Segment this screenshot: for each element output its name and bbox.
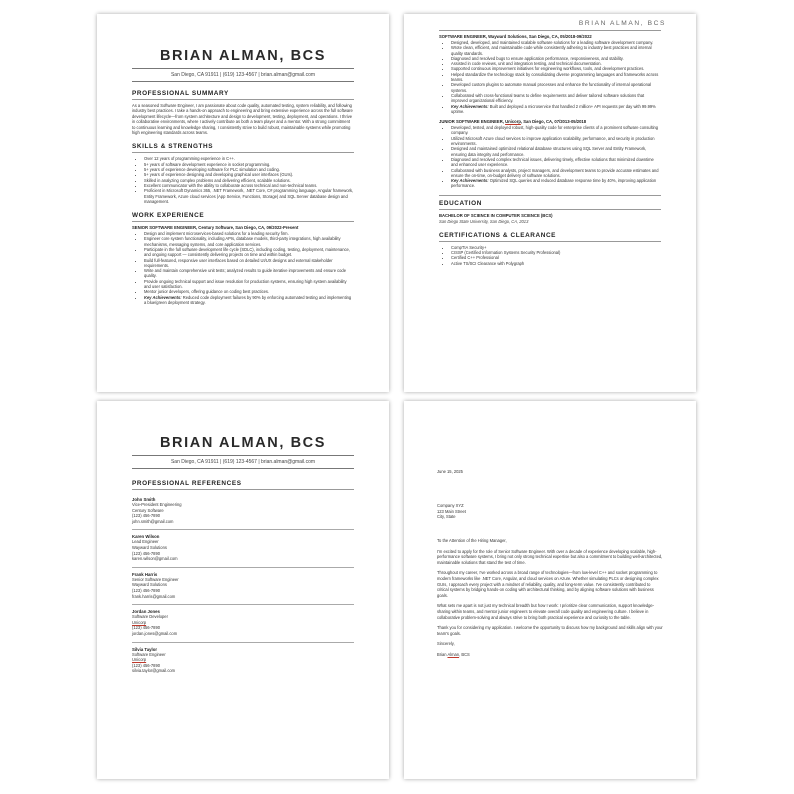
reference-phone: (123) 456-7890 [132, 662, 160, 668]
references-section [132, 480, 354, 490]
list-item: • Helped standardize the technology stack by consolidating diverse programming languages and frameworks across teams. [451, 72, 661, 83]
name-divider [132, 68, 354, 69]
list-item: • Excellent communicator with the ability to collaborate across technical and non-technical teams. [144, 183, 354, 188]
cert-list [439, 245, 661, 266]
list-item: • Engineer core system functionality, including APIs, database models, third-party integrations, high availability mechanisms, messaging systems, and core application services. [144, 236, 354, 247]
work-section-continued [439, 34, 661, 189]
reference-role: Vice-President Engineering [132, 502, 182, 507]
summary-section [132, 90, 354, 135]
reference-entry [132, 643, 354, 674]
degree: BACHELOR OF SCIENCE IN COMPUTER SCIENCE (BCS) [439, 212, 553, 218]
list-item: • Proficient in Microsoft Dynamics 365, .NET Framework, .NET Core, C# programming language, Angular framework, Entity Framework, Azure cloud services (App Service, Functions, Storage) and SQL Server database design and management. [144, 188, 354, 204]
list-item: • 5+ years of software development experience in socket programming. [144, 162, 354, 167]
skills-list [132, 156, 354, 204]
company-name: Unicorp [505, 119, 521, 125]
section-divider [439, 195, 661, 196]
reference-entry [132, 530, 354, 561]
reference-entry [132, 605, 354, 636]
resume-page-1 [97, 14, 389, 392]
reference-email: karen.wilson@gmail.com [132, 556, 178, 562]
letter-paragraph: I'm excited to apply for the role of Senior Software Engineer. With over a decade of experience developing scalable, high-performance software systems, I bring not only strong technical expertise but also a commitment to building well-architected, maintainable solutions that stand the test of time. [437, 548, 663, 565]
list-item [451, 104, 661, 115]
letter-date: June 15, 2025 [437, 469, 463, 474]
reference-role: Senior Software Engineer [132, 576, 179, 582]
contact-line: San Diego, CA 91911 | (619) 123-4567 | brian.alman@gmail.com [170, 72, 316, 78]
reference-phone: (123) 456-7890 [132, 550, 160, 556]
contact-divider [132, 468, 354, 469]
resume-page-2 [404, 14, 696, 392]
cover-letter-page [404, 401, 696, 779]
section-divider [132, 152, 354, 153]
certifications-section [439, 232, 661, 266]
job-bullets [132, 231, 354, 305]
reference-role: Lead Engineer [132, 539, 159, 545]
reference-phone: (123) 456-7890 [132, 587, 160, 593]
signature: Brian Alman, BCS [437, 651, 470, 657]
list-item: • Developed, tested, and deployed robust, high-quality code for enterprise clients of a prominent software consulting company. [451, 125, 661, 136]
reference-email: frank.harris@gmail.com [132, 593, 176, 599]
section-divider [132, 489, 354, 490]
list-item: • Collaborated with business analysts, project managers, and development teams to provide accurate estimates and ensure the on-time, on-budget delivery of software solutions. [451, 168, 661, 179]
skills-section [132, 143, 354, 204]
letter-paragraph: Throughout my career, I've worked across a broad range of technologies—from low-level C++ and socket programming to modern frameworks like .NET Core, Angular, and cloud services on Azure. Whether simulating PLCs or designing complex GUIs, I approach every project with a mindset of reliability, quality, and long-term value. I've consistently contributed to critical systems by bridging hands-on coding with architectural thinking, and by aligning software solutions with business goals. [437, 570, 659, 598]
list-item [144, 295, 354, 306]
list-item: • Utilized Microsoft Azure cloud services to improve application scalability, performance, and security in production environments. [451, 136, 661, 147]
job-bullets [439, 125, 661, 189]
list-item: • CompTIA Security+ [451, 245, 661, 250]
reference-email: jordan.jones@gmail.com [132, 630, 178, 636]
reference-name: Jordan Jones [132, 609, 160, 615]
list-item: • Developed custom plugins to automate manual processes and enhance the functionality of internal operational systems. [451, 82, 661, 93]
job-heading: JUNIOR SOFTWARE ENGINEER, Unicorp, San Diego, CA, 07/2013-05/2018 [439, 119, 587, 125]
list-item: • Collaborated with cross-functional teams to define requirements and deliver tailored software solutions that improved organizational efficiency. [451, 93, 661, 104]
job-heading: SENIOR SOFTWARE ENGINEER, Century Software, San Diego, CA, 09/2022-Present [132, 225, 299, 231]
section-title: CERTIFICATIONS & CLEARANCE [439, 231, 557, 239]
salutation: To the Attention of the Hiring Manager, [437, 538, 507, 543]
reference-entry [132, 568, 354, 599]
list-item: • Skilled in analyzing complex problems and delivering efficient, scalable solutions. [144, 178, 354, 183]
list-item: • CISSP (Certified Information Systems Security Professional) [451, 250, 661, 255]
name-divider [132, 455, 354, 456]
list-item: • Build full-featured, responsive user interfaces based on detailed UI/UX designs and external stakeholder requirements. [144, 258, 354, 269]
list-item: • Assisted in code reviews, unit and integration testing, and technical documentation. [451, 61, 661, 66]
reference-name: John Smith [132, 497, 156, 502]
list-item: • Provide ongoing technical support and issue resolution for production systems, ensuring high system availability and user satisfaction. [144, 279, 354, 290]
list-item: • Diagnosed and resolved bugs to ensure application performance, responsiveness, and stability. [451, 56, 661, 61]
list-item: • Designed, developed, and maintained scalable software solutions for a leading software development company. [451, 40, 661, 45]
reference-company: Unicorp [132, 657, 147, 663]
contact-divider [132, 81, 354, 82]
resume-name: BRIAN ALMAN, BCS [159, 48, 327, 64]
list-item: • Design and implement microservices-based solutions for a leading security firm. [144, 231, 354, 236]
reference-role: Software Developer [132, 614, 168, 620]
contact-line: San Diego, CA 91911 | (619) 123-4567 | brian.alman@gmail.com [170, 459, 316, 465]
reference-role: Software Engineer [132, 651, 166, 657]
letter-address [437, 503, 663, 520]
section-title: PROFESSIONAL SUMMARY [132, 90, 229, 97]
references-page [97, 401, 389, 779]
header-divider [439, 30, 661, 31]
resume-name: BRIAN ALMAN, BCS [159, 435, 327, 451]
reference-phone: (123) 456-7890 [132, 625, 160, 631]
achievement-text: Built and deployed a microservice that handled 2 million+ API requests per day with 99.99% uptime. [451, 103, 656, 114]
list-item: • Over 12 years of programming experience in C++. [144, 156, 354, 161]
achievement-text: Optimized SQL queries and reduced database response time by 40%, improving application performance. [451, 178, 657, 189]
reference-name: Silvia Taylor [132, 646, 157, 652]
section-divider [132, 99, 354, 100]
reference-company: Wayward Solutions [132, 582, 167, 588]
reference-name: Frank Harris [132, 571, 158, 577]
list-item: • Write and maintain comprehensive unit tests; analyzed results to guide iterative improvements and ensure code quality. [144, 268, 354, 279]
address-line: Company XYZ [437, 503, 464, 508]
work-section [132, 212, 354, 305]
section-divider [439, 209, 661, 210]
achievement-label: Key Achievements: [144, 294, 182, 300]
closing: Sincerely, [437, 641, 455, 647]
reference-email: silvia.taylor@gmail.com [132, 668, 176, 674]
education-section [439, 195, 661, 224]
reference-name: Karen Wilson [132, 534, 160, 540]
list-item: • Mentor junior developers, offering guidance on coding best practices. [144, 289, 354, 294]
address-line: City, State [437, 514, 456, 520]
list-item: • 5+ years of experience developing software for PLC simulation and coding. [144, 167, 354, 172]
letter-paragraph: What sets me apart is not just my technical breadth but how I work: I prioritize clear communication, support knowledge-sharing within teams, and mentor junior engineers to elevate overall code quality and engineering culture. I believe in collaborative problem-solving and always strive to bring both practical experience and curiosity to the table. [437, 603, 655, 620]
list-item: • Diagnosed and resolved complex technical issues, delivering timely, effective solutions that minimized downtime and enhanced user experience. [451, 157, 661, 168]
list-item: • Certified C++ Professional [451, 255, 661, 260]
section-title: SKILLS & STRENGTHS [132, 143, 214, 151]
reference-company: Century Software [132, 507, 164, 513]
signature-last-name: Alman [447, 651, 460, 657]
reference-company: Wayward Solutions [132, 544, 167, 550]
job-heading: SOFTWARE ENGINEER, Wayward Solutions, San Diego, CA, 05/2018-09/2022 [439, 34, 592, 39]
school: San Diego State University, San Diego, CA, 2013 [439, 218, 529, 224]
list-item: • 5+ years of experience designing and developing graphical user interfaces (GUIs). [144, 172, 354, 177]
reference-email: john.smith@gmail.com [132, 518, 174, 524]
list-item [451, 178, 661, 189]
section-divider [132, 221, 354, 222]
achievement-label: Key Achievements: [451, 103, 489, 109]
achievement-label: Key Achievements: [451, 178, 489, 184]
section-title: WORK EXPERIENCE [132, 212, 205, 220]
running-header: BRIAN ALMAN, BCS [578, 20, 666, 27]
section-title: EDUCATION [439, 199, 482, 207]
section-title: PROFESSIONAL REFERENCES [132, 480, 242, 487]
address-line: 123 Main Street [437, 508, 466, 514]
section-divider [439, 241, 661, 242]
summary-text: As a seasoned Software Engineer, I am passionate about code quality, automated testing, system reliability, and following industry best practices. I take a hands-on approach to engineering and bring extensive experience across the full software development lifecycle—from system architecture and design to development, testing, deployment, and operations. I thrive in collaborative environments, where I actively contribute as both a team player and a mentor. With a strong commitment to continuous learning and knowledge sharing, I consistently strive to build robust, maintainable systems while promoting high engineering standards across teams. [132, 103, 353, 136]
list-item: • Active TS/SCI Clearance with Polygraph [451, 261, 661, 266]
achievement-text: Reduced code deployment failures by 90% by enforcing automated testing and implementing a blue/green deployment strategy. [144, 294, 352, 305]
list-item: • Wrote clean, efficient, and maintainable code while consistently adhering to industry best practices and internal quality standards. [451, 45, 661, 56]
reference-company: Unicorp [132, 619, 147, 625]
list-item: • Participate in the full software development life cycle (SDLC), including coding, testing, deployment, maintenance, and ongoing support — consistently delivering projects on time and within budget. [144, 247, 354, 258]
job-bullets [439, 40, 661, 114]
reference-phone: (123) 456-7890 [132, 513, 160, 519]
list-item: • Designed and maintained optimized relational database structures using SQL Server and Entity Framework, ensuring data integrity and performance. [451, 146, 661, 157]
letter-body [437, 538, 663, 658]
list-item: • Supported continuous improvement initiatives for engineering workflows, tools, and development practices. [451, 66, 661, 71]
reference-entry [132, 493, 354, 524]
letter-paragraph: Thank you for considering my application. I welcome the opportunity to discuss how my background and skills align with your team's goals. [437, 625, 663, 636]
